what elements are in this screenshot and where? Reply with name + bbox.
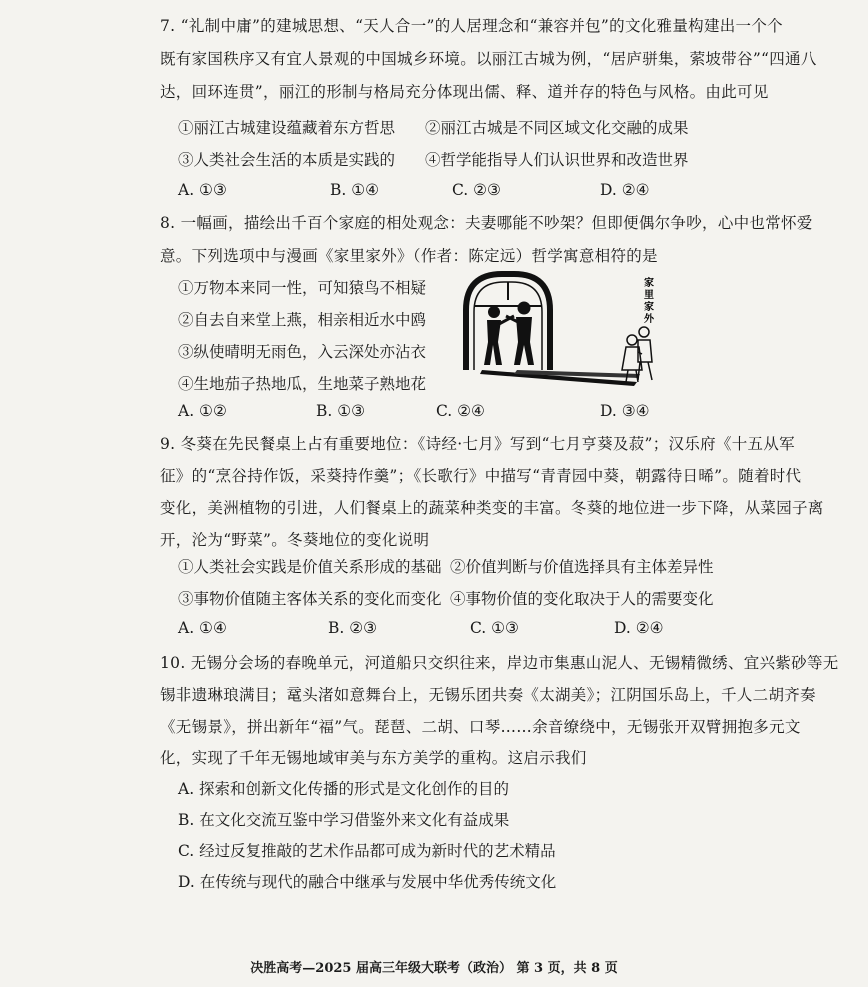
question-9-line-4: 开，沦为“野菜”。冬葵地位的变化说明 [160, 531, 430, 549]
cartoon-caption-char-2: 里 [644, 290, 654, 301]
question-9-line-1: 9. 冬葵在先民餐桌上占有重要地位：《诗经·七月》写到“七月亨葵及菽”；汉乐府《十五从军 [160, 435, 795, 453]
question-7-statement-4: ④哲学能指导人们认识世界和改造世界 [425, 151, 689, 169]
question-7-statement-1: ①丽江古城建设蕴藏着东方哲思 [178, 119, 396, 137]
cartoon-caption-char-1: 家 [644, 278, 654, 289]
question-7-line-2: 既有家国秩序又有宜人景观的中国城乡环境。以丽江古城为例，“居庐骈集，萦坡带谷”“四通八 [160, 50, 817, 68]
question-8-statement-2: ②自去自来堂上燕，相亲相近水中鸥 [178, 311, 427, 329]
question-10-line-2: 锡非遗琳琅满目；鼋头渚如意舞台上，无锡乐团共奏《太湖美》；江阴国乐岛上，千人二胡齐奏 [160, 686, 816, 704]
question-10-line-4: 化，实现了千年无锡地域审美与东方美学的重构。这启示我们 [160, 749, 587, 767]
question-9-line-2: 征》的“烹谷持作饭，采葵持作羹”；《长歌行》中描写“青青园中葵，朝露待日晞”。随着时代 [160, 467, 802, 485]
question-10-choice-c[interactable]: C. 经过反复推敲的艺术作品都可成为新时代的艺术精品 [178, 842, 556, 860]
question-8-statement-3: ③纵使晴明无雨色，入云深处亦沾衣 [178, 343, 427, 361]
cartoon-caption-char-3: 家 [644, 302, 654, 313]
question-8-line-2: 意。下列选项中与漫画《家里家外》（作者：陈定远）哲学寓意相符的是 [160, 247, 658, 265]
question-8-choice-c[interactable]: C. ②④ [436, 402, 485, 420]
question-8-line-1: 8. 一幅画，描绘出千百个家庭的相处观念：夫妻哪能不吵架？但即便偶尔争吵，心中也常怀爱 [160, 214, 813, 232]
page-footer: 决胜高考—2025 届高三年级大联考（政治） 第 3 页，共 8 页 [250, 961, 618, 976]
question-7-choice-c[interactable]: C. ②③ [452, 181, 501, 199]
question-9-line-3: 变化，美洲植物的引进，人们餐桌上的蔬菜种类变的丰富。冬葵的地位进一步下降，从菜园子离 [160, 499, 824, 517]
question-7-line-1: 7. “礼制中庸”的建城思想、“天人合一”的人居理念和“兼容并包”的文化雅量构建出一个个 [160, 17, 783, 35]
question-10-choice-b[interactable]: B. 在文化交流互鉴中学习借鉴外来文化有益成果 [178, 811, 510, 829]
question-7-line-3: 达，回环连贯”，丽江的形制与格局充分体现出儒、释、道并存的特色与风格。由此可见 [160, 83, 769, 101]
question-8-statement-1: ①万物本来同一性，可知猿鸟不相疑 [178, 279, 427, 297]
question-9-statement-4: ④事物价值的变化取决于人的需要变化 [450, 590, 714, 608]
question-8-statement-4: ④生地茄子热地瓜，生地菜子熟地花 [178, 375, 427, 393]
question-10-choice-d[interactable]: D. 在传统与现代的融合中继承与发展中华优秀传统文化 [178, 873, 557, 891]
question-7-statement-3: ③人类社会生活的本质是实践的 [178, 151, 396, 169]
question-9-statement-1: ①人类社会实践是价值关系形成的基础 [178, 558, 442, 576]
question-7-choice-b[interactable]: B. ①④ [330, 181, 380, 199]
cartoon-caption-char-4: 外 [644, 314, 654, 325]
question-9-statement-2: ②价值判断与价值选择具有主体差异性 [450, 558, 714, 576]
question-7-choice-a[interactable]: A. ①③ [178, 181, 227, 199]
question-8-choice-d[interactable]: D. ③④ [600, 402, 650, 420]
question-7-statement-2: ②丽江古城是不同区域文化交融的成果 [425, 119, 689, 137]
question-7-choice-d[interactable]: D. ②④ [600, 181, 650, 199]
question-8-choice-b[interactable]: B. ①③ [316, 402, 366, 420]
cartoon-illustration [462, 270, 677, 390]
question-10-choice-a[interactable]: A. 探索和创新文化传播的形式是文化创作的目的 [178, 780, 510, 798]
question-9-choice-b[interactable]: B. ②③ [328, 619, 378, 637]
question-9-choice-a[interactable]: A. ①④ [178, 619, 227, 637]
question-9-choice-c[interactable]: C. ①③ [470, 619, 519, 637]
question-9-choice-d[interactable]: D. ②④ [614, 619, 664, 637]
question-10-line-1: 10. 无锡分会场的春晚单元，河道船只交织往来，岸边市集惠山泥人、无锡精微绣、宜兴紫砂等无 [160, 654, 839, 672]
question-10-line-3: 《无锡景》，拼出新年“福”气。琵琶、二胡、口琴……余音缭绕中，无锡张开双臂拥抱多元文 [160, 718, 801, 736]
question-9-statement-3: ③事物价值随主客体关系的变化而变化 [178, 590, 442, 608]
question-8-choice-a[interactable]: A. ①② [178, 402, 227, 420]
